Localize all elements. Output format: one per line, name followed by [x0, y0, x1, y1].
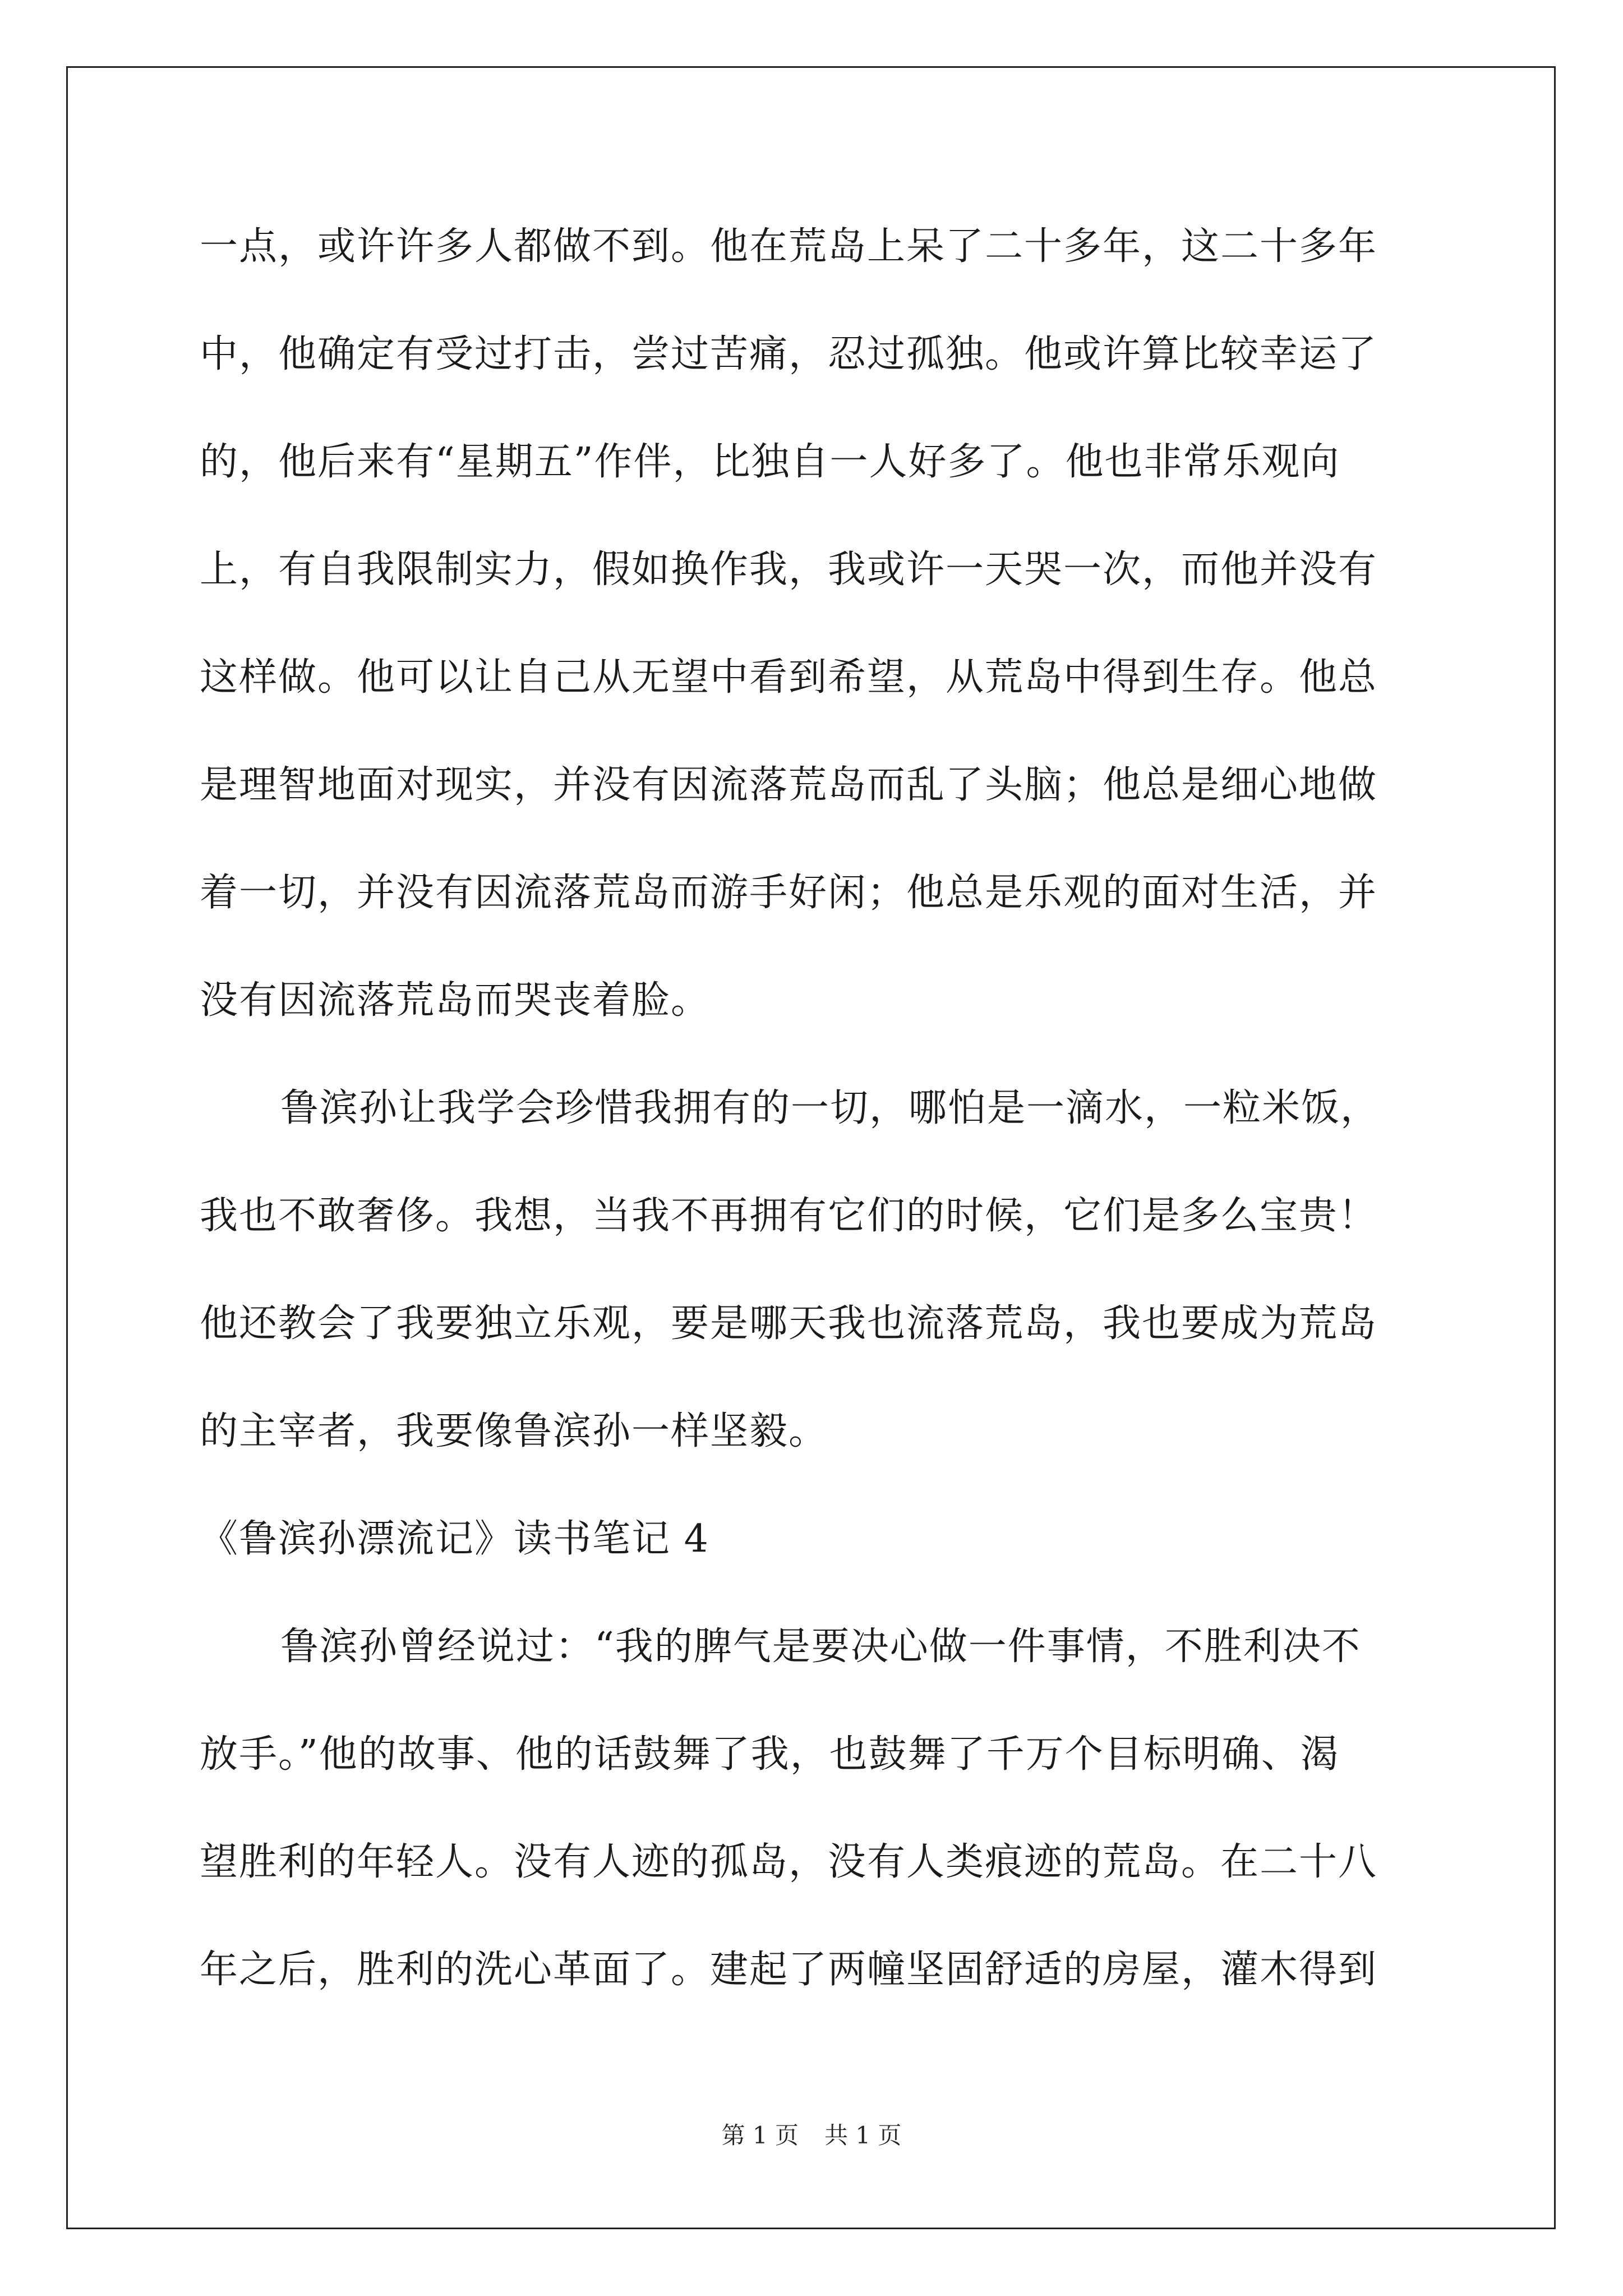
text-line: 是理智地面对现实，并没有因流落荒岛而乱了头脑；他总是细心地做 [200, 763, 1378, 807]
text-line: 一点，或许许多人都做不到。他在荒岛上呆了二十多年，这二十多年 [200, 224, 1378, 269]
text-line: 望胜利的年轻人。没有人迹的孤岛，没有人类痕迹的荒岛。在二十八 [200, 1840, 1378, 1884]
text-line: 中，他确定有受过打击，尝过苦痛，忍过孤独。他或许算比较幸运了 [200, 332, 1378, 376]
text-line: 他还教会了我要独立乐观，要是哪天我也流落荒岛，我也要成为荒岛 [200, 1301, 1378, 1346]
paragraph-3 [200, 1622, 1429, 2053]
paragraph-1 [200, 222, 1429, 1083]
text-line: 这样做。他可以让自己从无望中看到希望，从荒岛中得到生存。他总 [200, 655, 1378, 700]
text-line: 上，有自我限制实力，假如换作我，我或许一天哭一次，而他并没有 [200, 547, 1378, 592]
text-line: 我也不敢奢侈。我想，当我不再拥有它们的时候，它们是多么宝贵！ [200, 1194, 1378, 1238]
section-heading: 《鲁滨孙漂流记》读书笔记 4 [200, 1517, 709, 1561]
text-line: 没有因流落荒岛而哭丧着脸。 [200, 978, 711, 1023]
text-line: 鲁滨孙曾经说过：“我的脾气是要决心做一件事情，不胜利决不 [280, 1625, 1361, 1669]
document-body [200, 222, 1429, 2053]
page-number-total: 共 1 页 [824, 2122, 902, 2149]
text-line: 的主宰者，我要像鲁滨孙一样坚毅。 [200, 1409, 828, 1453]
text-line: 鲁滨孙让我学会珍惜我拥有的一切，哪怕是一滴水，一粒米饭， [280, 1086, 1380, 1130]
text-line: 放手。”他的故事、他的话鼓舞了我，也鼓舞了千万个目标明确、渴 [200, 1732, 1340, 1777]
page-number-current: 第 1 页 [721, 2122, 799, 2149]
paragraph-2 [200, 1083, 1429, 1514]
text-line: 的，他后来有“星期五”作伴，比独自一人好多了。他也非常乐观向 [200, 440, 1340, 484]
text-line: 着一切，并没有因流落荒岛而游手好闲；他总是乐观的面对生活，并 [200, 871, 1378, 915]
page-footer [0, 2122, 1623, 2150]
text-line: 年之后，胜利的洗心革面了。建起了两幢坚固舒适的房屋，灌木得到 [200, 1948, 1378, 1992]
